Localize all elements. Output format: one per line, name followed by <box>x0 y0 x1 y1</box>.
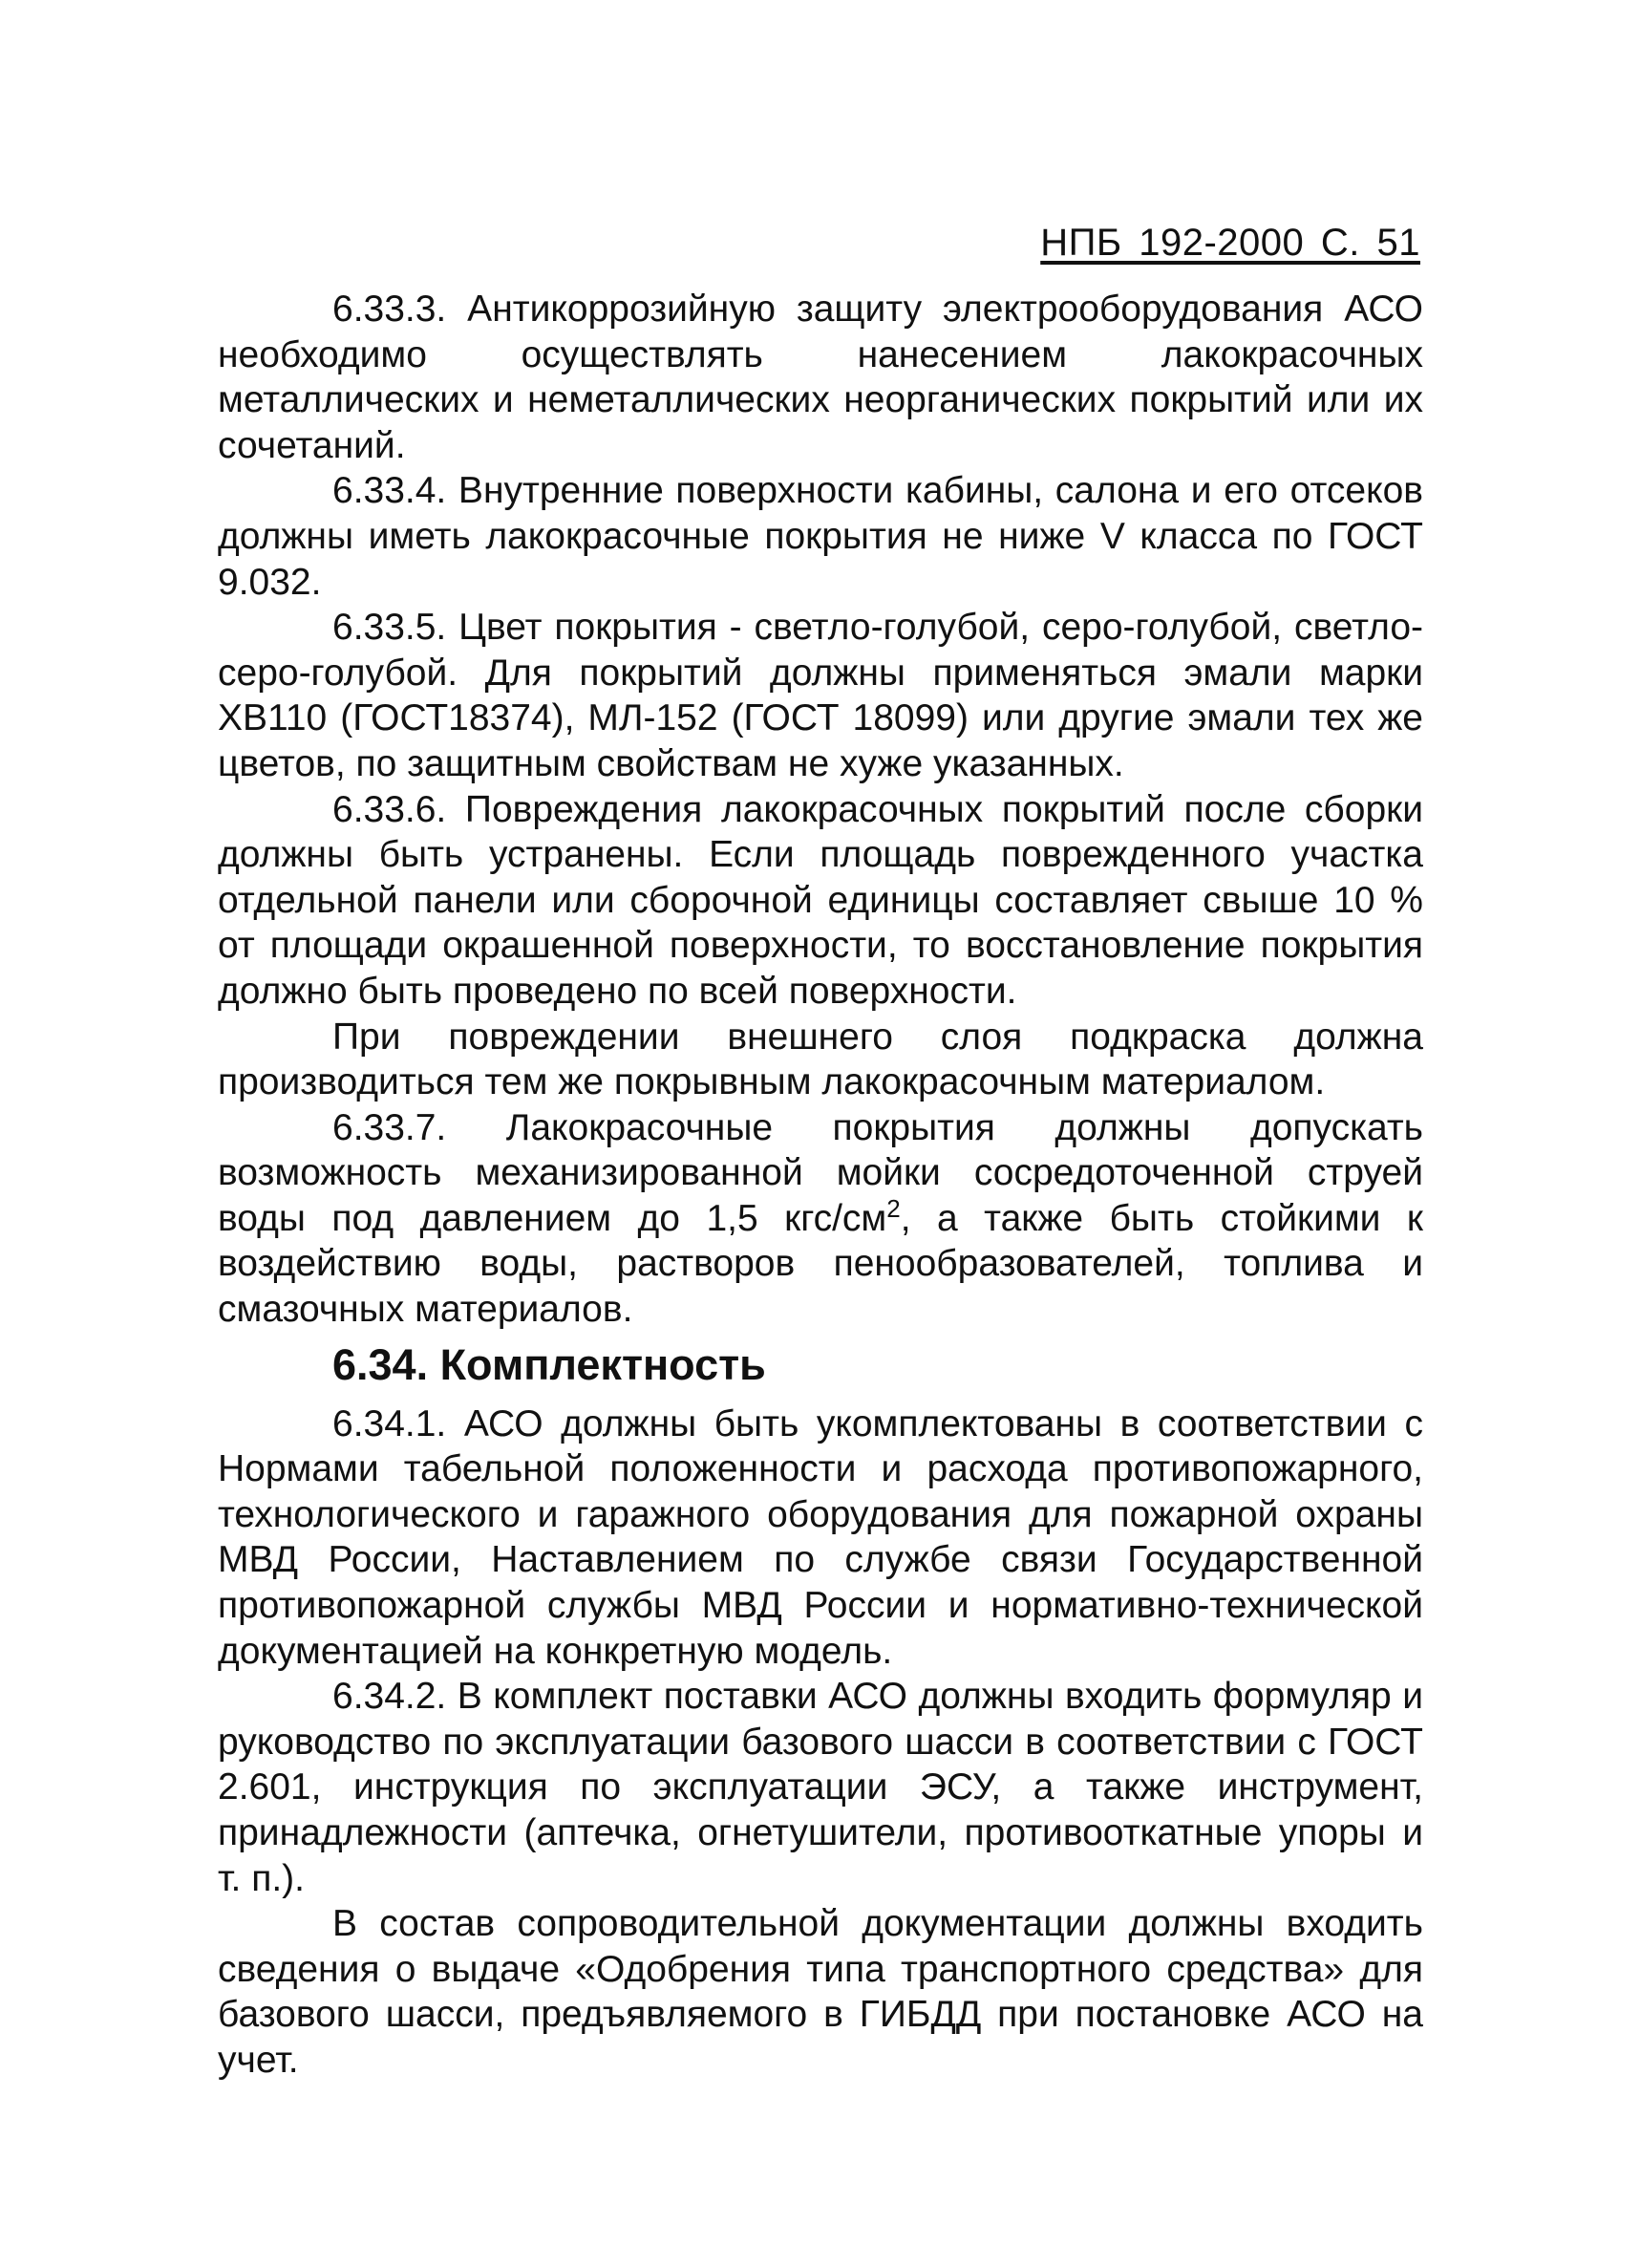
paragraph-6-33-4: 6.33.4. Внутренние поверхности кабины, салона и его отсеков должны иметь лакокрасочные покрытия не ниже V класса по ГОСТ 9.032. <box>218 470 1423 603</box>
paragraph-documentation: В состав сопроводительной документации должны входить сведения о выдаче «Одобрения типа транспортного средства» для базового шасси, предъявляемого в ГИБДД при постановке АСО на учет. <box>218 1903 1423 2081</box>
superscript-unit: 2 <box>886 1193 901 1223</box>
paragraph-6-33-5: 6.33.5. Цвет покрытия - светло-голубой, серо-голубой, светло-серо-голубой. Для покрытий должны применяться эмали марки ХВ110 (ГОСТ18374), МЛ-152 (ГОСТ 18099) или другие эмали тех же цветов, по защитным свойствам не хуже указанных. <box>218 607 1423 784</box>
paragraph-6-34-1: 6.34.1. АСО должны быть укомплектованы в соответствии с Нормами табельной положенности и расхода противопожарного, технологического и гаражного оборудования для пожарной охраны МВД России, Наставлением по службе связи Государственной противопожарной службы МВД России и нормативно-технической документацией на конкретную модель. <box>218 1402 1423 1672</box>
document-body <box>218 287 1423 2084</box>
paragraph-6-33-3: 6.33.3. Антикоррозийную защиту электрооборудования АСО необходимо осуществлять нанесением лакокрасочных металлических и неметаллических неорганических покрытий или их сочетаний. <box>218 289 1423 466</box>
paragraph-6-33-6: 6.33.6. Повреждения лакокрасочных покрытий после сборки должны быть устранены. Если площадь поврежденного участка отдельной панели или сборочной единицы составляет свыше 10 % от площади окрашенной поверхности, то восстановление покрытия должно быть проведено по всей поверхности. <box>218 788 1423 1012</box>
page-header: НПБ 192-2000 С. 51 <box>1040 222 1420 264</box>
paragraph-6-33-7 <box>218 1105 1423 1333</box>
section-heading-6-34: 6.34. Комплектность <box>332 1339 766 1389</box>
paragraph-repair-note: При повреждении внешнего слоя подкраска должна производиться тем же покрывным лакокрасочным материалом. <box>218 1016 1423 1103</box>
paragraph-6-33-7-end: , а также быть стойкими к воздействию воды, растворов пенообразователей, топлива и смазочных материалов. <box>218 1197 1423 1331</box>
paragraph-6-33-7-start: 6.33.7. Лакокрасочные покрытия должны допускать возможность механизированной мойки сосредоточенной струей воды под давлением до 1,5 кгс/см <box>218 1106 1423 1239</box>
paragraph-6-34-2: 6.34.2. В комплект поставки АСО должны входить формуляр и руководство по эксплуатации базового шасси в соответствии с ГОСТ 2.601, инструкция по эксплуатации ЭСУ, а также инструмент, принадлежности (аптечка, огнетушители, противооткатные упоры и т. п.). <box>218 1676 1423 1899</box>
